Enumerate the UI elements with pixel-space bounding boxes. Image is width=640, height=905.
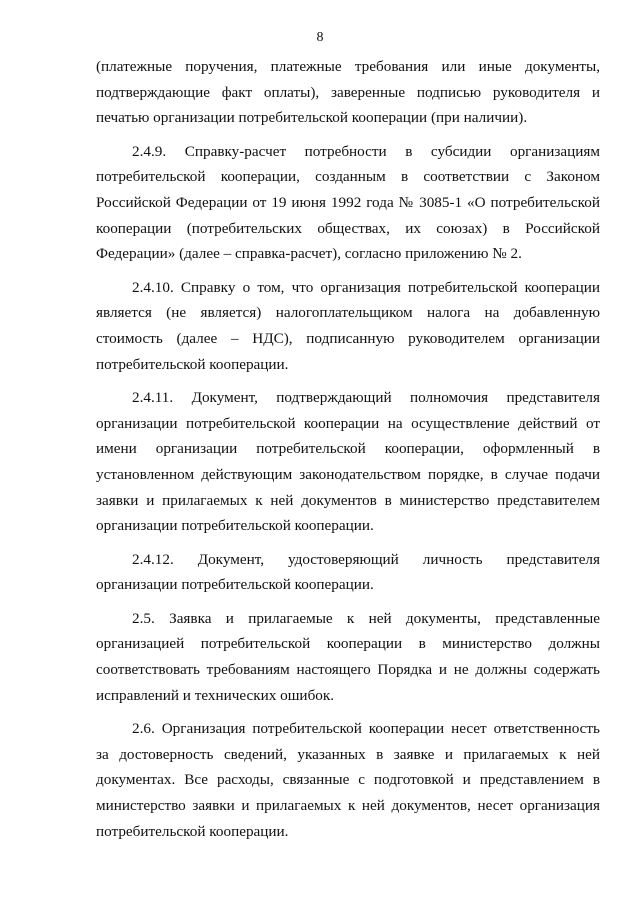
paragraph-2-4-12: 2.4.12. Документ, удостоверяющий личность представителя организации потребительской кооперации. bbox=[96, 550, 600, 594]
paragraph-2-4-9: 2.4.9. Справку-расчет потребности в субсидии организациям потребительской кооперации, созданным в соответствии с Законом Российской Федерации от 19 июня 1992 года № 3085-1 «О потребительской кооперации (потребительских обществах, их союзах) в Российской Федерации» (далее – справка-расчет), согласно приложению № 2. bbox=[96, 142, 600, 263]
document-body bbox=[96, 54, 600, 852]
paragraph-2-4-10: 2.4.10. Справку о том, что организация потребительской кооперации является (не является) налогоплательщиком налога на добавленную стоимость (далее – НДС), подписанную руководителем организации потребительской кооперации. bbox=[96, 278, 600, 373]
paragraph-continuation: (платежные поручения, платежные требования или иные документы, подтверждающие факт оплаты), заверенные подписью руководителя и печатью организации потребительской кооперации (при наличии). bbox=[96, 58, 600, 127]
paragraph-2-5: 2.5. Заявка и прилагаемые к ней документы, представленные организацией потребительской кооперации в министерство должны соответствовать требованиям настоящего Порядка и не должны содержать исправлений и технических ошибок. bbox=[96, 609, 600, 704]
paragraph-2-6: 2.6. Организация потребительской кооперации несет ответственность за достоверность сведений, указанных в заявке и прилагаемых к ней документах. Все расходы, связанные с подготовкой и представлением в министерство заявки и прилагаемых к ней документов, несет организация потребительской кооперации. bbox=[96, 720, 600, 840]
paragraph-2-4-11: 2.4.11. Документ, подтверждающий полномочия представителя организации потребительской кооперации на осуществление действий от имени организации потребительской кооперации, оформленный в установленном действующим законодательством порядке, в случае подачи заявки и прилагаемых к ней документов в министерство представителем организации потребительской кооперации. bbox=[96, 389, 600, 535]
page-number: 8 bbox=[316, 30, 324, 45]
